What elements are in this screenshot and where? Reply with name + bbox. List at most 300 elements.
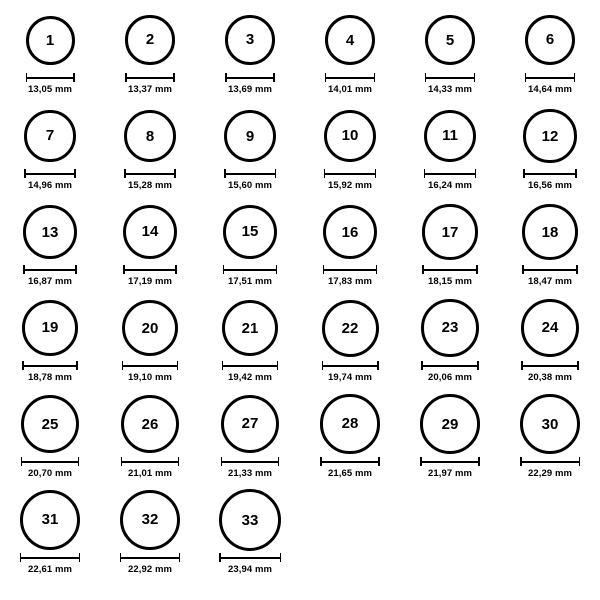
ring-size-item	[300, 200, 400, 296]
measure-line	[223, 269, 277, 271]
measure-line	[26, 77, 75, 79]
measure-tick-right	[576, 265, 578, 274]
ring-size-number: 31	[41, 511, 59, 529]
measure-tick-right	[276, 265, 278, 274]
measure-bar	[322, 361, 379, 370]
ring-size-number: 5	[445, 31, 455, 49]
ring-circle	[125, 15, 174, 64]
ring-diameter-label: 17,19 mm	[127, 276, 173, 287]
measure-bar	[523, 169, 576, 178]
ring-diameter-label: 13,69 mm	[227, 84, 273, 95]
ring-circle-wrap	[525, 8, 576, 72]
ring-circle	[523, 109, 576, 162]
ring-circle-wrap	[24, 104, 75, 168]
ring-size-number: 16	[341, 223, 359, 241]
measure-tick-left	[324, 169, 326, 178]
ring-circle	[521, 299, 579, 357]
measure-bar	[522, 265, 578, 274]
ring-circle-wrap	[324, 104, 376, 168]
ring-circle	[421, 299, 478, 356]
measure-line	[224, 173, 276, 175]
measure-line	[122, 365, 178, 367]
measure-line	[221, 461, 280, 463]
ring-diameter-label: 18,47 mm	[527, 276, 573, 287]
measure-tick-right	[179, 553, 181, 562]
ring-circle-wrap	[320, 392, 379, 456]
ring-size-number: 6	[545, 31, 555, 49]
ring-size-item	[0, 104, 100, 200]
ring-circle-wrap	[123, 200, 177, 264]
ring-size-item	[200, 200, 300, 296]
ring-circle-wrap	[21, 392, 79, 456]
ring-size-item	[400, 8, 500, 104]
measure-bar	[320, 457, 379, 466]
measure-tick-right	[577, 361, 579, 370]
measure-tick-right	[76, 361, 78, 370]
ring-size-number: 19	[41, 319, 59, 337]
ring-circle	[422, 204, 477, 259]
measure-bar	[124, 169, 176, 178]
measure-line	[322, 365, 379, 367]
measure-tick-left	[425, 73, 427, 82]
measure-line	[124, 173, 176, 175]
ring-circle	[325, 15, 375, 65]
measure-tick-left	[323, 265, 325, 274]
ring-diameter-label: 19,10 mm	[127, 372, 173, 383]
ring-circle	[224, 110, 276, 162]
measure-line	[425, 77, 476, 79]
measure-line	[525, 77, 576, 79]
ring-circle-wrap	[224, 104, 276, 168]
ring-size-item	[500, 200, 600, 296]
ring-diameter-label: 21,97 mm	[427, 468, 473, 479]
ring-circle	[22, 300, 78, 356]
measure-bar	[123, 265, 177, 274]
ring-size-item	[300, 392, 400, 488]
measure-tick-left	[124, 169, 126, 178]
measure-bar	[222, 361, 279, 370]
measure-tick-left	[122, 361, 124, 370]
measure-tick-left	[219, 553, 221, 562]
ring-size-item	[200, 8, 300, 104]
measure-tick-left	[424, 169, 426, 178]
ring-diameter-label: 21,01 mm	[127, 468, 173, 479]
ring-diameter-label: 15,28 mm	[127, 180, 173, 191]
ring-diameter-label: 18,15 mm	[427, 276, 473, 287]
ring-circle	[425, 15, 476, 66]
ring-circle-wrap	[421, 296, 478, 360]
measure-tick-left	[221, 457, 223, 466]
measure-bar	[323, 265, 378, 274]
ring-circle-wrap	[223, 200, 277, 264]
ring-size-item	[400, 200, 500, 296]
measure-bar	[520, 457, 580, 466]
ring-diameter-label: 16,87 mm	[27, 276, 73, 287]
measure-tick-left	[523, 169, 525, 178]
measure-tick-left	[24, 169, 26, 178]
measure-tick-right	[375, 169, 377, 178]
ring-size-item	[200, 392, 300, 488]
measure-line	[225, 77, 275, 79]
ring-circle-wrap	[26, 8, 75, 72]
ring-circle	[221, 395, 280, 454]
ring-circle	[20, 490, 80, 550]
ring-size-number: 9	[245, 127, 255, 145]
measure-tick-right	[377, 361, 379, 370]
ring-size-number: 10	[341, 127, 359, 145]
ring-size-number: 21	[241, 319, 259, 337]
ring-circle-wrap	[120, 488, 181, 552]
ring-circle	[21, 395, 79, 453]
ring-diameter-label: 17,51 mm	[227, 276, 273, 287]
measure-line	[125, 77, 174, 79]
ring-size-number: 4	[345, 31, 355, 49]
measure-line	[20, 557, 80, 559]
ring-circle	[222, 300, 279, 357]
measure-bar	[225, 73, 275, 82]
measure-bar	[121, 457, 180, 466]
measure-bar	[125, 73, 174, 82]
ring-size-item	[500, 296, 600, 392]
ring-diameter-label: 22,92 mm	[127, 564, 173, 575]
measure-line	[522, 269, 578, 271]
measure-bar	[424, 169, 477, 178]
measure-tick-left	[121, 457, 123, 466]
ring-size-item	[400, 104, 500, 200]
measure-line	[422, 269, 477, 271]
ring-circle	[219, 489, 281, 551]
ring-circle-wrap	[422, 200, 477, 264]
ring-circle	[320, 394, 379, 453]
measure-line	[324, 173, 376, 175]
ring-diameter-label: 21,33 mm	[227, 468, 273, 479]
measure-line	[21, 461, 79, 463]
measure-bar	[223, 265, 277, 274]
ring-size-number: 20	[141, 319, 159, 337]
measure-tick-left	[26, 73, 28, 82]
measure-tick-left	[223, 265, 225, 274]
ring-size-item	[0, 200, 100, 296]
ring-circle	[420, 394, 480, 454]
measure-bar	[425, 73, 476, 82]
ring-diameter-label: 14,33 mm	[427, 84, 473, 95]
measure-tick-right	[478, 457, 480, 466]
ring-circle-wrap	[124, 104, 176, 168]
ring-diameter-label: 19,74 mm	[327, 372, 373, 383]
ring-size-item	[100, 200, 200, 296]
measure-tick-right	[73, 73, 75, 82]
ring-size-item	[0, 488, 100, 584]
ring-diameter-label: 20,06 mm	[427, 372, 473, 383]
empty-cell	[400, 488, 500, 584]
measure-tick-right	[475, 169, 477, 178]
ring-size-number: 12	[541, 127, 559, 145]
measure-tick-right	[474, 73, 476, 82]
ring-circle	[24, 110, 75, 161]
ring-size-item	[300, 104, 400, 200]
measure-tick-left	[123, 265, 125, 274]
ring-size-number: 29	[441, 415, 459, 433]
measure-line	[219, 557, 281, 559]
ring-size-number: 33	[241, 511, 259, 529]
measure-line	[523, 173, 576, 175]
ring-diameter-label: 17,83 mm	[327, 276, 373, 287]
ring-diameter-label: 21,65 mm	[327, 468, 373, 479]
ring-circle-wrap	[520, 392, 580, 456]
measure-tick-left	[320, 457, 322, 466]
ring-size-number: 30	[541, 415, 559, 433]
ring-size-number: 28	[341, 415, 359, 433]
ring-size-number: 25	[41, 415, 59, 433]
ring-circle	[324, 110, 376, 162]
measure-tick-right	[175, 265, 177, 274]
measure-tick-right	[574, 73, 576, 82]
ring-size-item	[200, 104, 300, 200]
ring-circle-wrap	[323, 200, 378, 264]
measure-tick-left	[522, 265, 524, 274]
ring-diameter-label: 13,37 mm	[127, 84, 173, 95]
ring-size-item	[100, 104, 200, 200]
ring-size-item	[500, 392, 600, 488]
ring-circle	[323, 205, 378, 260]
ring-diameter-label: 15,60 mm	[227, 180, 273, 191]
measure-tick-left	[525, 73, 527, 82]
ring-circle-wrap	[522, 200, 578, 264]
measure-tick-left	[222, 361, 224, 370]
ring-size-item	[0, 296, 100, 392]
measure-tick-right	[173, 73, 175, 82]
ring-size-item	[500, 8, 600, 104]
ring-circle	[26, 16, 75, 65]
ring-circle-wrap	[125, 8, 174, 72]
measure-bar	[23, 265, 77, 274]
measure-tick-left	[322, 361, 324, 370]
measure-tick-left	[421, 361, 423, 370]
measure-tick-right	[378, 457, 380, 466]
measure-tick-left	[23, 265, 25, 274]
measure-tick-left	[420, 457, 422, 466]
empty-cell	[500, 488, 600, 584]
ring-diameter-label: 18,78 mm	[27, 372, 73, 383]
ring-circle-wrap	[424, 104, 477, 168]
ring-size-number: 18	[541, 223, 559, 241]
ring-circle-wrap	[122, 296, 178, 360]
measure-tick-right	[280, 553, 282, 562]
ring-diameter-label: 13,05 mm	[27, 84, 73, 95]
measure-bar	[422, 265, 477, 274]
measure-line	[521, 365, 579, 367]
ring-circle	[122, 300, 178, 356]
ring-size-number: 23	[441, 319, 459, 337]
ring-size-number: 11	[442, 127, 458, 145]
measure-bar	[521, 361, 579, 370]
ring-circle-wrap	[23, 200, 77, 264]
ring-diameter-label: 20,38 mm	[527, 372, 573, 383]
ring-circle-wrap	[222, 296, 279, 360]
ring-diameter-label: 14,96 mm	[27, 180, 73, 191]
ring-diameter-label: 16,24 mm	[427, 180, 473, 191]
measure-tick-right	[178, 457, 180, 466]
measure-bar	[219, 553, 281, 562]
ring-diameter-label: 23,94 mm	[227, 564, 273, 575]
measure-line	[121, 461, 180, 463]
ring-circle	[124, 110, 176, 162]
ring-size-item	[400, 392, 500, 488]
measure-tick-right	[177, 361, 179, 370]
measure-line	[325, 77, 375, 79]
ring-diameter-label: 19,42 mm	[227, 372, 273, 383]
ring-circle-wrap	[219, 488, 281, 552]
measure-bar	[20, 553, 80, 562]
measure-line	[23, 269, 77, 271]
ring-diameter-label: 15,92 mm	[327, 180, 373, 191]
ring-circle	[225, 15, 275, 65]
ring-circle	[121, 395, 180, 454]
ring-circle-wrap	[521, 296, 579, 360]
ring-size-number: 22	[341, 319, 359, 337]
measure-line	[420, 461, 480, 463]
ring-diameter-label: 22,29 mm	[527, 468, 573, 479]
ring-size-number: 17	[441, 223, 459, 241]
measure-bar	[26, 73, 75, 82]
measure-bar	[420, 457, 480, 466]
measure-line	[123, 269, 177, 271]
measure-bar	[224, 169, 276, 178]
ring-size-number: 1	[45, 31, 55, 49]
measure-tick-right	[278, 457, 280, 466]
measure-tick-right	[477, 361, 479, 370]
ring-circle	[522, 204, 578, 260]
ring-circle-wrap	[20, 488, 80, 552]
empty-cell	[300, 488, 400, 584]
measure-tick-left	[22, 361, 24, 370]
ring-size-item	[200, 296, 300, 392]
ring-circle	[23, 205, 77, 259]
measure-tick-right	[74, 169, 76, 178]
ring-size-item	[100, 392, 200, 488]
measure-bar	[120, 553, 181, 562]
measure-bar	[21, 457, 79, 466]
ring-circle-wrap	[420, 392, 480, 456]
measure-bar	[324, 169, 376, 178]
measure-bar	[22, 361, 78, 370]
measure-tick-left	[225, 73, 227, 82]
measure-line	[222, 365, 279, 367]
measure-tick-right	[579, 457, 581, 466]
measure-bar	[325, 73, 375, 82]
ring-diameter-label: 14,01 mm	[327, 84, 373, 95]
measure-bar	[221, 457, 280, 466]
ring-size-item	[200, 488, 300, 584]
ring-circle	[120, 490, 181, 551]
measure-tick-right	[275, 169, 277, 178]
ring-circle	[525, 15, 576, 66]
measure-tick-left	[520, 457, 522, 466]
ring-diameter-label: 16,56 mm	[527, 180, 573, 191]
ring-circle-wrap	[225, 8, 275, 72]
ring-size-item	[300, 296, 400, 392]
measure-line	[24, 173, 75, 175]
ring-size-number: 8	[145, 127, 155, 145]
ring-circle-wrap	[322, 296, 379, 360]
measure-line	[323, 269, 378, 271]
ring-size-number: 32	[141, 511, 159, 529]
measure-tick-left	[325, 73, 327, 82]
measure-line	[120, 557, 181, 559]
ring-circle-wrap	[221, 392, 280, 456]
measure-tick-right	[575, 169, 577, 178]
ring-size-item	[300, 8, 400, 104]
ring-size-number: 3	[245, 31, 255, 49]
ring-size-number: 15	[241, 223, 259, 241]
measure-tick-right	[174, 169, 176, 178]
measure-line	[424, 173, 477, 175]
ring-diameter-label: 14,64 mm	[527, 84, 573, 95]
measure-tick-right	[374, 73, 376, 82]
measure-tick-left	[21, 457, 23, 466]
ring-circle	[123, 205, 177, 259]
measure-bar	[122, 361, 178, 370]
measure-bar	[525, 73, 576, 82]
measure-tick-right	[78, 457, 80, 466]
ring-size-item	[400, 296, 500, 392]
measure-line	[320, 461, 379, 463]
ring-size-number: 24	[541, 319, 559, 337]
ring-circle	[520, 394, 580, 454]
measure-tick-left	[521, 361, 523, 370]
ring-circle-wrap	[325, 8, 375, 72]
measure-tick-right	[476, 265, 478, 274]
ring-size-item	[100, 296, 200, 392]
measure-bar	[421, 361, 478, 370]
ring-circle	[424, 110, 477, 163]
ring-size-item	[0, 8, 100, 104]
measure-tick-left	[120, 553, 122, 562]
ring-size-number: 27	[241, 415, 259, 433]
ring-size-number: 2	[145, 31, 155, 49]
measure-tick-left	[224, 169, 226, 178]
ring-circle-wrap	[22, 296, 78, 360]
ring-circle	[223, 205, 277, 259]
ring-size-item	[500, 104, 600, 200]
ring-size-number: 13	[41, 223, 59, 241]
ring-circle-wrap	[523, 104, 576, 168]
ring-diameter-label: 20,70 mm	[27, 468, 73, 479]
measure-line	[22, 365, 78, 367]
ring-size-number: 7	[45, 127, 55, 145]
ring-circle	[322, 300, 379, 357]
measure-tick-right	[277, 361, 279, 370]
measure-bar	[24, 169, 75, 178]
measure-tick-right	[79, 553, 81, 562]
ring-size-number: 26	[141, 415, 159, 433]
ring-size-item	[0, 392, 100, 488]
measure-tick-left	[422, 265, 424, 274]
ring-size-item	[100, 8, 200, 104]
measure-tick-right	[273, 73, 275, 82]
ring-size-item	[100, 488, 200, 584]
measure-tick-left	[20, 553, 22, 562]
measure-tick-right	[75, 265, 77, 274]
ring-size-number: 14	[141, 223, 159, 241]
ring-circle-wrap	[121, 392, 180, 456]
measure-tick-left	[125, 73, 127, 82]
measure-line	[421, 365, 478, 367]
ring-circle-wrap	[425, 8, 476, 72]
measure-tick-right	[376, 265, 378, 274]
ring-diameter-label: 22,61 mm	[27, 564, 73, 575]
measure-line	[520, 461, 580, 463]
